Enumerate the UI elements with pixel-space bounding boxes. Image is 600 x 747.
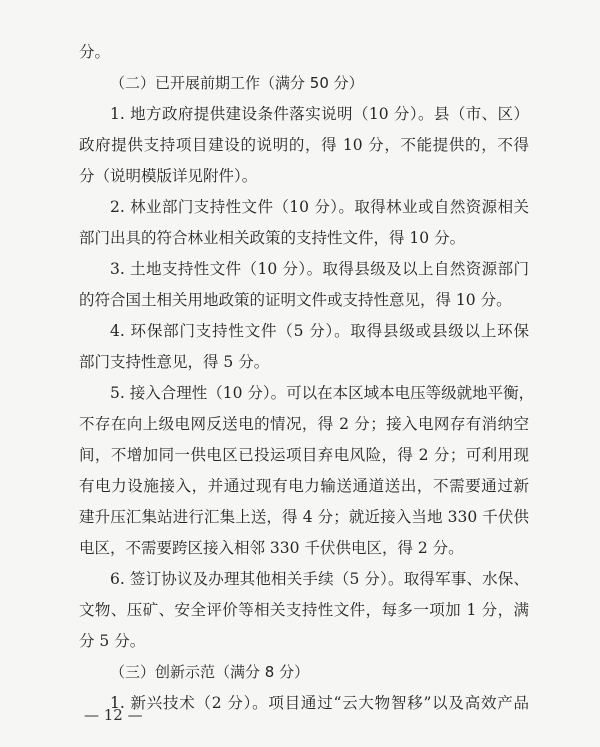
text-line: 建升压汇集站进行汇集上送，得 4 分；就近接入当地 330 千伏供 [79, 508, 529, 526]
text-line: 分。 [79, 43, 111, 61]
section-heading: （二）已开展前期工作（满分 50 分） [110, 74, 364, 92]
text-line: 文物、压矿、安全评价等相关支持性文件，每多一项加 1 分，满 [79, 601, 529, 619]
text-line: 不存在向上级电网反送电的情况，得 2 分；接入电网存有消纳空 [79, 415, 529, 433]
text-line: 政府提供支持项目建设的说明的，得 10 分，不能提供的，不得 [79, 136, 529, 154]
text-line: 1. 新兴技术（2 分）。项目通过“云大物智移”以及高效产品 [110, 694, 529, 712]
page-number: — 12 — [84, 706, 143, 724]
text-line: 部门出具的符合林业相关政策的支持性文件，得 10 分。 [79, 229, 466, 247]
text-line: 间，不增加同一供电区已投运项目弃电风险，得 2 分；可利用现 [79, 446, 529, 464]
text-line: 4. 环保部门支持性文件（5 分）。取得县级或县级以上环保 [110, 322, 529, 340]
text-line: 1. 地方政府提供建设条件落实说明（10 分）。县（市、区） [110, 105, 529, 123]
text-line: 2. 林业部门支持性文件（10 分）。取得林业或自然资源相关 [110, 198, 529, 216]
text-line: 6. 签订协议及办理其他相关手续（5 分）。取得军事、水保、 [110, 570, 529, 588]
text-line: 电区，不需要跨区接入相邻 330 千伏供电区，得 2 分。 [79, 539, 464, 557]
text-line: 分 5 分。 [79, 632, 146, 650]
text-line: 的符合国土相关用地政策的证明文件或支持性意见，得 10 分。 [79, 291, 512, 309]
text-line: 分（说明模版详见附件）。 [79, 167, 258, 185]
text-line: 部门支持性意见，得 5 分。 [79, 353, 270, 371]
text-line: 有电力设施接入，并通过现有电力输送通道送出，不需要通过新 [79, 477, 529, 495]
text-line: 5. 接入合理性（10 分）。可以在本区域本电压等级就地平衡， [110, 384, 535, 402]
text-line: 3. 土地支持性文件（10 分）。取得县级及以上自然资源部门 [110, 260, 529, 278]
section-heading: （三）创新示范（满分 8 分） [110, 663, 310, 681]
